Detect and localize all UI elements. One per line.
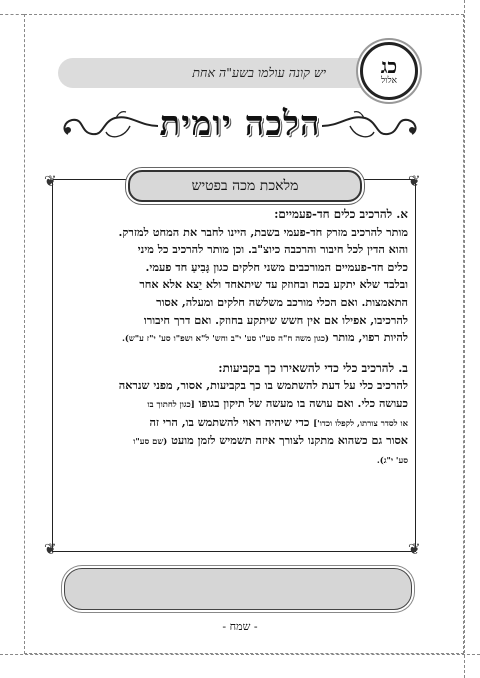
text-fragment: אסור גם כשהוא מתקנו לצורך איזה תשמיש לזמן מועט [171,433,408,448]
text-line [62,451,408,470]
corner-ornament-icon: ❦ [408,172,421,190]
date-badge-number: כג [380,54,398,78]
footer-blank-bar [64,568,412,610]
text-fragment: כדי שיהיה ראוי להשתמש בו, הרי זה [149,414,310,429]
text-line [62,432,408,451]
halacha-content [62,206,408,469]
date-badge-month: אלול [380,76,398,86]
section-b-body [62,377,408,469]
bracket-note: או לסדר צורתו, לקפלו וכדו'] [313,417,408,428]
section-a-heading: א. להרכיב כלים חד-פעמיים: [274,207,408,221]
text-line [62,414,408,433]
swirl-ornament-icon [320,108,420,144]
header-tagline: יש קונה עולמו בשע"ה אחת [192,65,326,80]
text-fragment: להיות רפוי, מותר [332,330,408,345]
topic-banner [128,170,362,202]
corner-ornament-icon: ❦ [408,540,421,558]
section-b-heading: ב. להרכיב כלי כדי להשאירו כך בקביעות: [218,360,408,375]
cut-line [0,654,480,655]
title-area [60,100,420,156]
source-citation: (שם סע"ו [133,436,168,447]
header-tagline-bar [58,58,374,88]
date-badge [360,42,418,100]
text-line: כלים חד-פעמיים המורכבים משני חלקים כגון גָּבִיעַ חד פעמי. [145,259,408,274]
page-title: הלכה יומית [159,104,321,144]
page-number: - שמח - [222,620,258,633]
text-line: להרכיבו, אפילו אם אין חשש שיתקע בחוזק. ואם דרך חיבורו [143,312,408,327]
source-citation: סע' י"ג). [376,454,408,465]
text-fragment: כעושה כלי. ואם עושה בו מעשה של תיקון בגופו [198,395,408,410]
corner-ornament-icon: ❦ [44,540,57,558]
text-line: והוא הדין לכל חיבור והרכבה כיוצ"ב. וכן מותר להרכיב כל מיני [137,242,408,257]
topic-title: מלאכת מכה בפטיש [191,177,299,194]
text-line [62,329,408,348]
section-a-body [62,224,408,348]
corner-ornament-icon: ❦ [44,172,57,190]
cut-line [464,0,465,678]
cut-line [0,14,24,15]
text-line: מותר להרכיב מזרק חד-פעמי בשבת, היינו לחבר את המחט למזרק. [118,224,408,239]
bracket-note: [כגון לחתוך בו [147,398,195,409]
text-line [62,395,408,414]
source-citation: (כגון משה ח"ה סע"ו סע' י"ב וחש' ל"א ושפ"ו סע' י"ז ע"ש). [121,333,329,344]
text-line: התאמצות. ואם הכלי מורכב משלשה חלקים ומעלה, אסור [156,294,408,309]
text-line: ובלבד שלא יתקע בכח ובחוזק עד שיתאחד ולא יֵצא אלא אחר [139,277,408,292]
text-line: להרכיב כלי על דעת להשתמש בו כך בקביעות, אסור, מפני שנראה [118,378,408,393]
